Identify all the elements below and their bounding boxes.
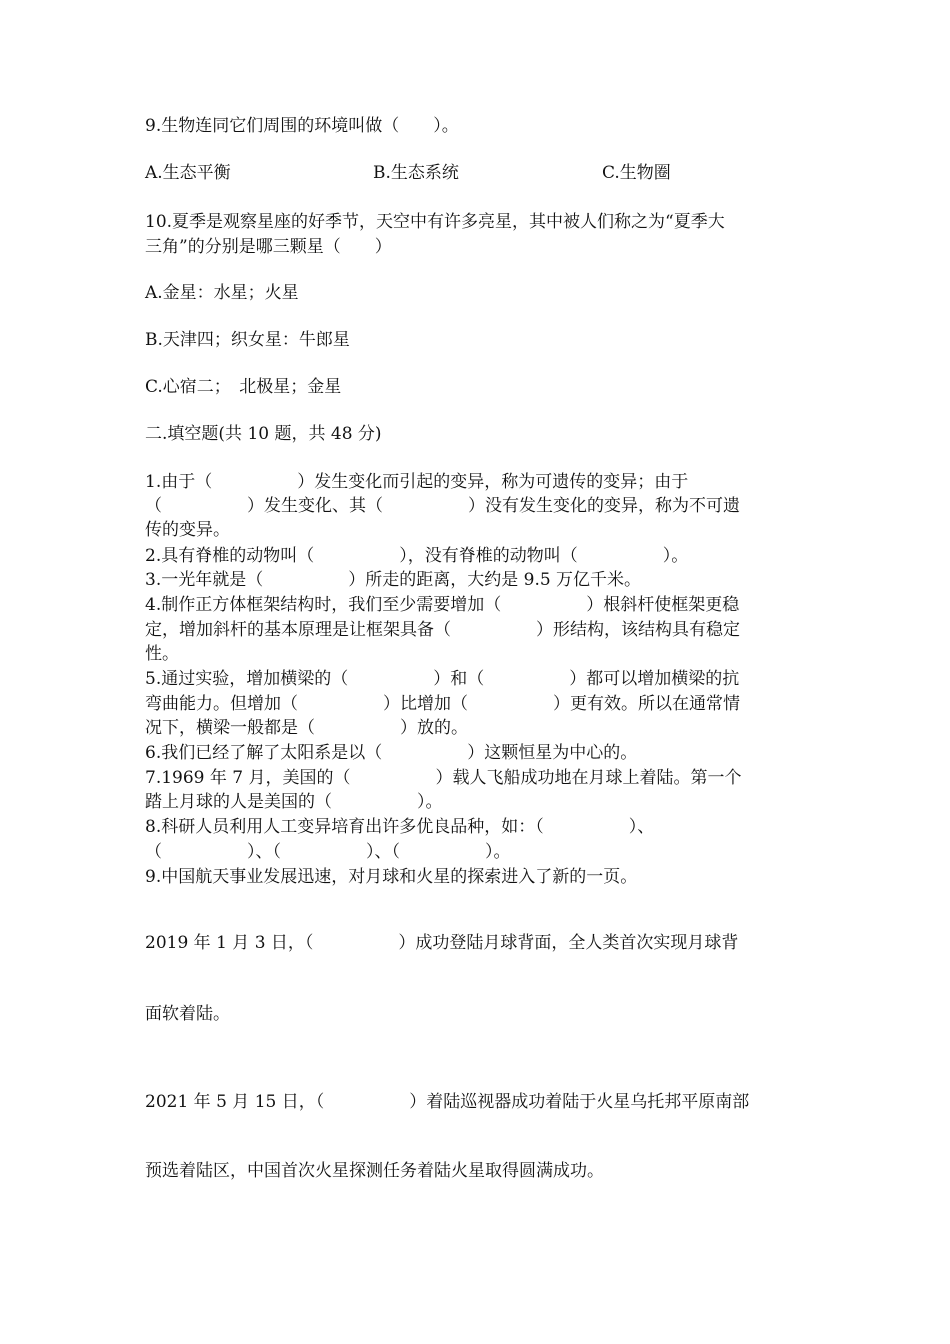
fill-question-1-line-2: （ ）发生变化、其（ ）没有发生变化的变异，称为不可遗: [145, 496, 740, 516]
fill-question-7-line-2: 踏上月球的人是美国的（ ）。: [145, 792, 443, 812]
fill-question-9-paragraph-2-line-1: 2021 年 5 月 15 日，（ ）着陆巡视器成功着陆于火星乌托邦平原南部: [145, 1092, 750, 1112]
fill-question-3: 3.一光年就是（ ）所走的距离，大约是 9.5 万亿千米。: [145, 570, 642, 590]
section-2-heading: 二.填空题(共 10 题，共 48 分): [145, 424, 382, 444]
question-10-stem-line-2: 三角”的分别是哪三颗星（ ）: [145, 237, 392, 257]
fill-question-5-line-2: 弯曲能力。但增加（ ）比增加（ ）更有效。所以在通常情: [145, 694, 740, 714]
fill-question-8-line-2: （ ）、（ ）、（ ）。: [145, 842, 511, 862]
question-10-option-b: B.天津四；织女星：牛郎星: [145, 330, 350, 350]
fill-question-4-line-2: 定，增加斜杆的基本原理是让框架具备（ ）形结构，该结构具有稳定: [145, 620, 740, 640]
fill-question-1-line-1: 1.由于（ ）发生变化而引起的变异，称为可遗传的变异；由于: [145, 472, 689, 492]
fill-question-4-line-3: 性。: [145, 644, 179, 664]
fill-question-9-paragraph-1-line-1: 2019 年 1 月 3 日，（ ）成功登陆月球背面，全人类首次实现月球背: [145, 933, 739, 953]
question-9-stem: 9.生物连同它们周围的环境叫做（ ）。: [145, 116, 459, 136]
fill-question-2: 2.具有脊椎的动物叫（ ），没有脊椎的动物叫（ ）。: [145, 546, 689, 566]
fill-question-1-line-3: 传的变异。: [145, 520, 230, 540]
fill-question-9-intro: 9.中国航天事业发展迅速，对月球和火星的探索进入了新的一页。: [145, 867, 638, 887]
fill-question-5-line-3: 况下，横梁一般都是（ ）放的。: [145, 718, 468, 738]
question-9-option-a: A.生态平衡: [145, 163, 231, 183]
question-9-option-c: C.生物圈: [602, 163, 671, 183]
fill-question-6: 6.我们已经了解了太阳系是以（ ）这颗恒星为中心的。: [145, 743, 638, 763]
fill-question-7-line-1: 7.1969 年 7 月，美国的（ ）载人飞船成功地在月球上着陆。第一个: [145, 768, 742, 788]
fill-question-9-paragraph-1-line-2: 面软着陆。: [145, 1004, 230, 1024]
question-10-option-a: A.金星：水星；火星: [145, 283, 299, 303]
fill-question-9-paragraph-2-line-2: 预选着陆区，中国首次火星探测任务着陆火星取得圆满成功。: [145, 1161, 604, 1181]
fill-question-4-line-1: 4.制作正方体框架结构时，我们至少需要增加（ ）根斜杆使框架更稳: [145, 595, 740, 615]
question-10-stem-line-1: 10.夏季是观察星座的好季节，天空中有许多亮星，其中被人们称之为“夏季大: [145, 212, 725, 232]
fill-question-8-line-1: 8.科研人员利用人工变异培育出许多优良品种，如：（ ）、: [145, 817, 655, 837]
question-9-option-b: B.生态系统: [373, 163, 459, 183]
question-10-option-c: C.心宿二； 北极星；金星: [145, 377, 342, 397]
fill-question-5-line-1: 5.通过实验，增加横梁的（ ）和（ ）都可以增加横梁的抗: [145, 669, 740, 689]
